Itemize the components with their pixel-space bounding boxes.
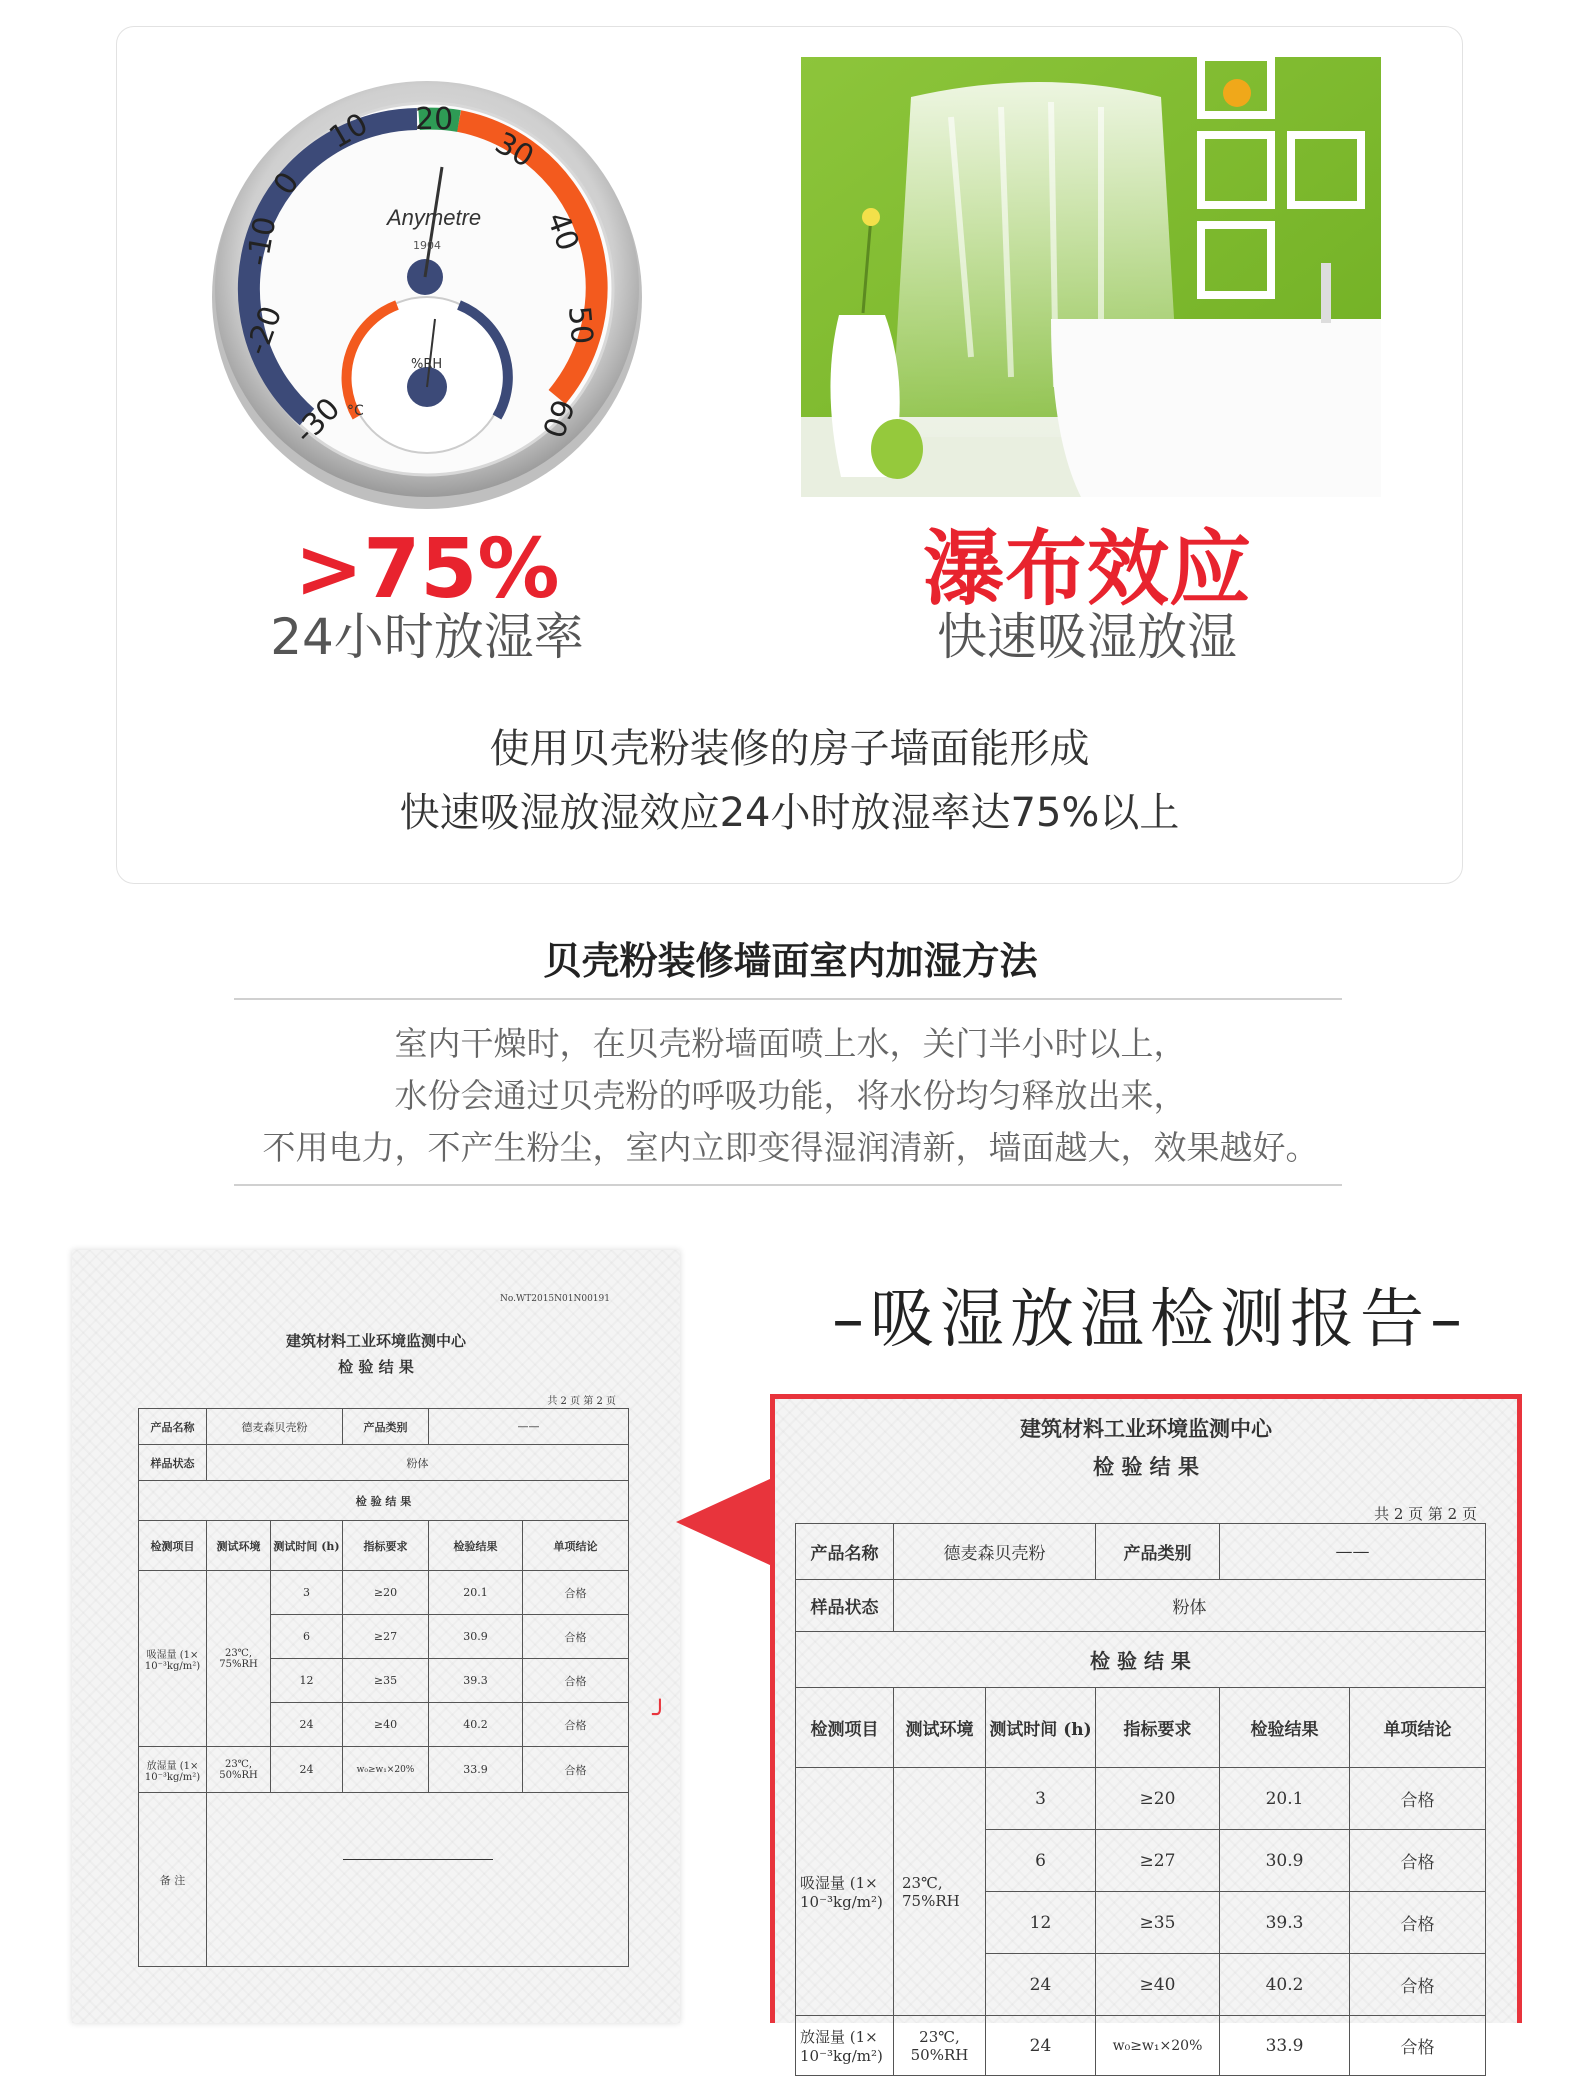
zoom-pointer-arrow bbox=[676, 1478, 772, 1566]
table-cell: 24 bbox=[271, 1747, 343, 1793]
env-release: 23℃, 50%RH bbox=[207, 1747, 271, 1793]
table-cell: ≥40 bbox=[1096, 1954, 1220, 2016]
report-pages: 共 2 页 第 2 页 bbox=[547, 1396, 616, 1407]
col-item: 检测项目 bbox=[139, 1521, 207, 1571]
svg-text:20: 20 bbox=[415, 102, 454, 137]
col-result: 检验结果 bbox=[429, 1521, 523, 1571]
table-cell: 39.3 bbox=[429, 1659, 523, 1703]
sample-state: 粉体 bbox=[207, 1445, 629, 1481]
sample-label: 样品状态 bbox=[796, 1580, 894, 1632]
report-thumbnail bbox=[72, 1250, 680, 2023]
table-cell: 12 bbox=[271, 1659, 343, 1703]
svg-text:-10: -10 bbox=[240, 214, 284, 269]
table-cell: 30.9 bbox=[1220, 1830, 1350, 1892]
dehumidify-rate-label: 24小时放湿率 bbox=[270, 608, 584, 666]
product-name: 德麦森贝壳粉 bbox=[207, 1409, 343, 1445]
col-requirement: 指标要求 bbox=[1096, 1688, 1220, 1768]
table-cell: w₀≥w₁×20% bbox=[1096, 2016, 1220, 2076]
product-type: —— bbox=[1220, 1524, 1486, 1580]
table-cell: 6 bbox=[986, 1830, 1096, 1892]
env-absorb: 23℃, 75%RH bbox=[207, 1571, 271, 1747]
table-cell: 合格 bbox=[1350, 1768, 1486, 1830]
report-org: 建筑材料工业环境监测中心 bbox=[285, 1332, 466, 1350]
product-type: —— bbox=[429, 1409, 629, 1445]
sample-label: 样品状态 bbox=[139, 1445, 207, 1481]
col-conclusion: 单项结论 bbox=[523, 1521, 629, 1571]
table-cell: 33.9 bbox=[429, 1747, 523, 1793]
waterfall-effect-label: 快速吸湿放湿 bbox=[937, 608, 1237, 666]
table-cell: 24 bbox=[271, 1703, 343, 1747]
method-line2: 水份会通过贝壳粉的呼吸功能，将水份均匀释放出来， bbox=[394, 1076, 1187, 1115]
table-cell: w₀≥w₁×20% bbox=[343, 1747, 429, 1793]
env-release: 23℃, 50%RH bbox=[894, 2016, 986, 2076]
sample-state: 粉体 bbox=[894, 1580, 1486, 1632]
product-type-label: 产品类别 bbox=[1096, 1524, 1220, 1580]
gauge-humidity-unit: %RH bbox=[411, 357, 443, 372]
svg-text:10: 10 bbox=[323, 106, 375, 156]
table-cell: 3 bbox=[271, 1571, 343, 1615]
col-requirement: 指标要求 bbox=[343, 1521, 429, 1571]
table-cell: 40.2 bbox=[429, 1703, 523, 1747]
table-cell: ≥40 bbox=[343, 1703, 429, 1747]
hygrometer-image bbox=[197, 57, 657, 517]
col-conclusion: 单项结论 bbox=[1350, 1688, 1486, 1768]
table-cell: 24 bbox=[986, 2016, 1096, 2076]
table-cell: 24 bbox=[986, 1954, 1096, 2016]
table-cell: 33.9 bbox=[1220, 2016, 1350, 2076]
table-cell: 合格 bbox=[1350, 2016, 1486, 2076]
table-cell: ≥20 bbox=[1096, 1768, 1220, 1830]
product-type-label: 产品类别 bbox=[343, 1409, 429, 1445]
card-description-line1: 使用贝壳粉装修的房子墙面能形成 bbox=[489, 726, 1090, 772]
gauge-year: 1904 bbox=[413, 239, 441, 252]
report-heading: 检 验 结 果 bbox=[338, 1358, 414, 1376]
red-stamp-mark: ╯ bbox=[652, 1700, 668, 1730]
table-cell: 合格 bbox=[523, 1571, 629, 1615]
section-heading: 检 验 结 果 bbox=[796, 1632, 1486, 1688]
table-cell: 合格 bbox=[523, 1703, 629, 1747]
method-top-divider bbox=[234, 998, 1342, 1000]
svg-text:-20: -20 bbox=[239, 301, 290, 360]
table-cell: 3 bbox=[986, 1768, 1096, 1830]
method-line3: 不用电力，不产生粉尘，室内立即变得湿润清新，墙面越大，效果越好。 bbox=[262, 1128, 1319, 1167]
table-cell: 6 bbox=[271, 1615, 343, 1659]
method-description bbox=[0, 1018, 1581, 1174]
col-env: 测试环境 bbox=[207, 1521, 271, 1571]
report-table bbox=[138, 1408, 629, 1967]
table-cell: ≥20 bbox=[343, 1571, 429, 1615]
svg-text:-30: -30 bbox=[287, 391, 348, 451]
table-cell: 合格 bbox=[523, 1615, 629, 1659]
table-cell: 30.9 bbox=[429, 1615, 523, 1659]
svg-text:60: 60 bbox=[534, 394, 581, 443]
gauge-temp-unit: °C bbox=[347, 403, 364, 419]
table-cell: 20.1 bbox=[1220, 1768, 1350, 1830]
table-cell: ≥35 bbox=[1096, 1892, 1220, 1954]
col-env: 测试环境 bbox=[894, 1688, 986, 1768]
report-table-zoomed bbox=[795, 1523, 1486, 2076]
svg-text:50: 50 bbox=[561, 304, 600, 346]
method-title: 贝壳粉装修墙面室内加湿方法 bbox=[543, 939, 1038, 983]
report-section-title: –吸湿放温检测报告– bbox=[832, 1283, 1468, 1357]
section-heading: 检 验 结 果 bbox=[139, 1481, 629, 1521]
report-org: 建筑材料工业环境监测中心 bbox=[1020, 1416, 1272, 1441]
table-cell: 合格 bbox=[1350, 1830, 1486, 1892]
table-cell: 合格 bbox=[523, 1747, 629, 1793]
card-description-line2: 快速吸湿放湿效应24小时放湿率达75%以上 bbox=[399, 790, 1180, 836]
table-cell: 39.3 bbox=[1220, 1892, 1350, 1954]
remark-content bbox=[207, 1793, 629, 1967]
method-line1: 室内干燥时，在贝壳粉墙面喷上水，关门半小时以上， bbox=[394, 1024, 1187, 1063]
table-cell: 12 bbox=[986, 1892, 1096, 1954]
col-item: 检测项目 bbox=[796, 1688, 894, 1768]
product-name-label: 产品名称 bbox=[139, 1409, 207, 1445]
report-number: No.WT2015N01N00191 bbox=[500, 1294, 610, 1304]
waterfall-bathroom-image bbox=[801, 57, 1381, 497]
item-release: 放湿量 (1× 10⁻³kg/m²) bbox=[139, 1747, 207, 1793]
method-bottom-divider bbox=[234, 1184, 1342, 1186]
table-cell: 合格 bbox=[1350, 1892, 1486, 1954]
gauge-brand: Anymetre bbox=[387, 205, 482, 230]
remark-line bbox=[343, 1859, 493, 1860]
item-absorb: 吸湿量 (1× 10⁻³kg/m²) bbox=[796, 1768, 894, 2016]
svg-text:30: 30 bbox=[489, 125, 540, 176]
env-absorb: 23℃, 75%RH bbox=[894, 1768, 986, 2016]
item-absorb: 吸湿量 (1× 10⁻³kg/m²) bbox=[139, 1571, 207, 1747]
table-cell: ≥27 bbox=[1096, 1830, 1220, 1892]
remark-label: 备 注 bbox=[139, 1793, 207, 1967]
table-cell: ≥35 bbox=[343, 1659, 429, 1703]
item-release: 放湿量 (1× 10⁻³kg/m²) bbox=[796, 2016, 894, 2076]
table-cell: 合格 bbox=[1350, 1954, 1486, 2016]
report-heading: 检 验 结 果 bbox=[1093, 1454, 1199, 1479]
product-name-label: 产品名称 bbox=[796, 1524, 894, 1580]
col-result: 检验结果 bbox=[1220, 1688, 1350, 1768]
table-cell: 合格 bbox=[523, 1659, 629, 1703]
report-zoomed bbox=[770, 1394, 1522, 2065]
table-cell: ≥27 bbox=[343, 1615, 429, 1659]
col-time: 测试时间 (h) bbox=[271, 1521, 343, 1571]
svg-text:0: 0 bbox=[266, 165, 307, 202]
svg-text:40: 40 bbox=[539, 207, 586, 256]
table-cell: 20.1 bbox=[429, 1571, 523, 1615]
report-pages: 共 2 页 第 2 页 bbox=[1374, 1505, 1477, 1523]
product-name: 德麦森贝壳粉 bbox=[894, 1524, 1096, 1580]
dehumidify-rate-value: >75% bbox=[294, 522, 560, 617]
table-cell: 40.2 bbox=[1220, 1954, 1350, 2016]
feature-card bbox=[116, 26, 1463, 884]
col-time: 测试时间 (h) bbox=[986, 1688, 1096, 1768]
waterfall-effect-title: 瀑布效应 bbox=[922, 522, 1251, 617]
